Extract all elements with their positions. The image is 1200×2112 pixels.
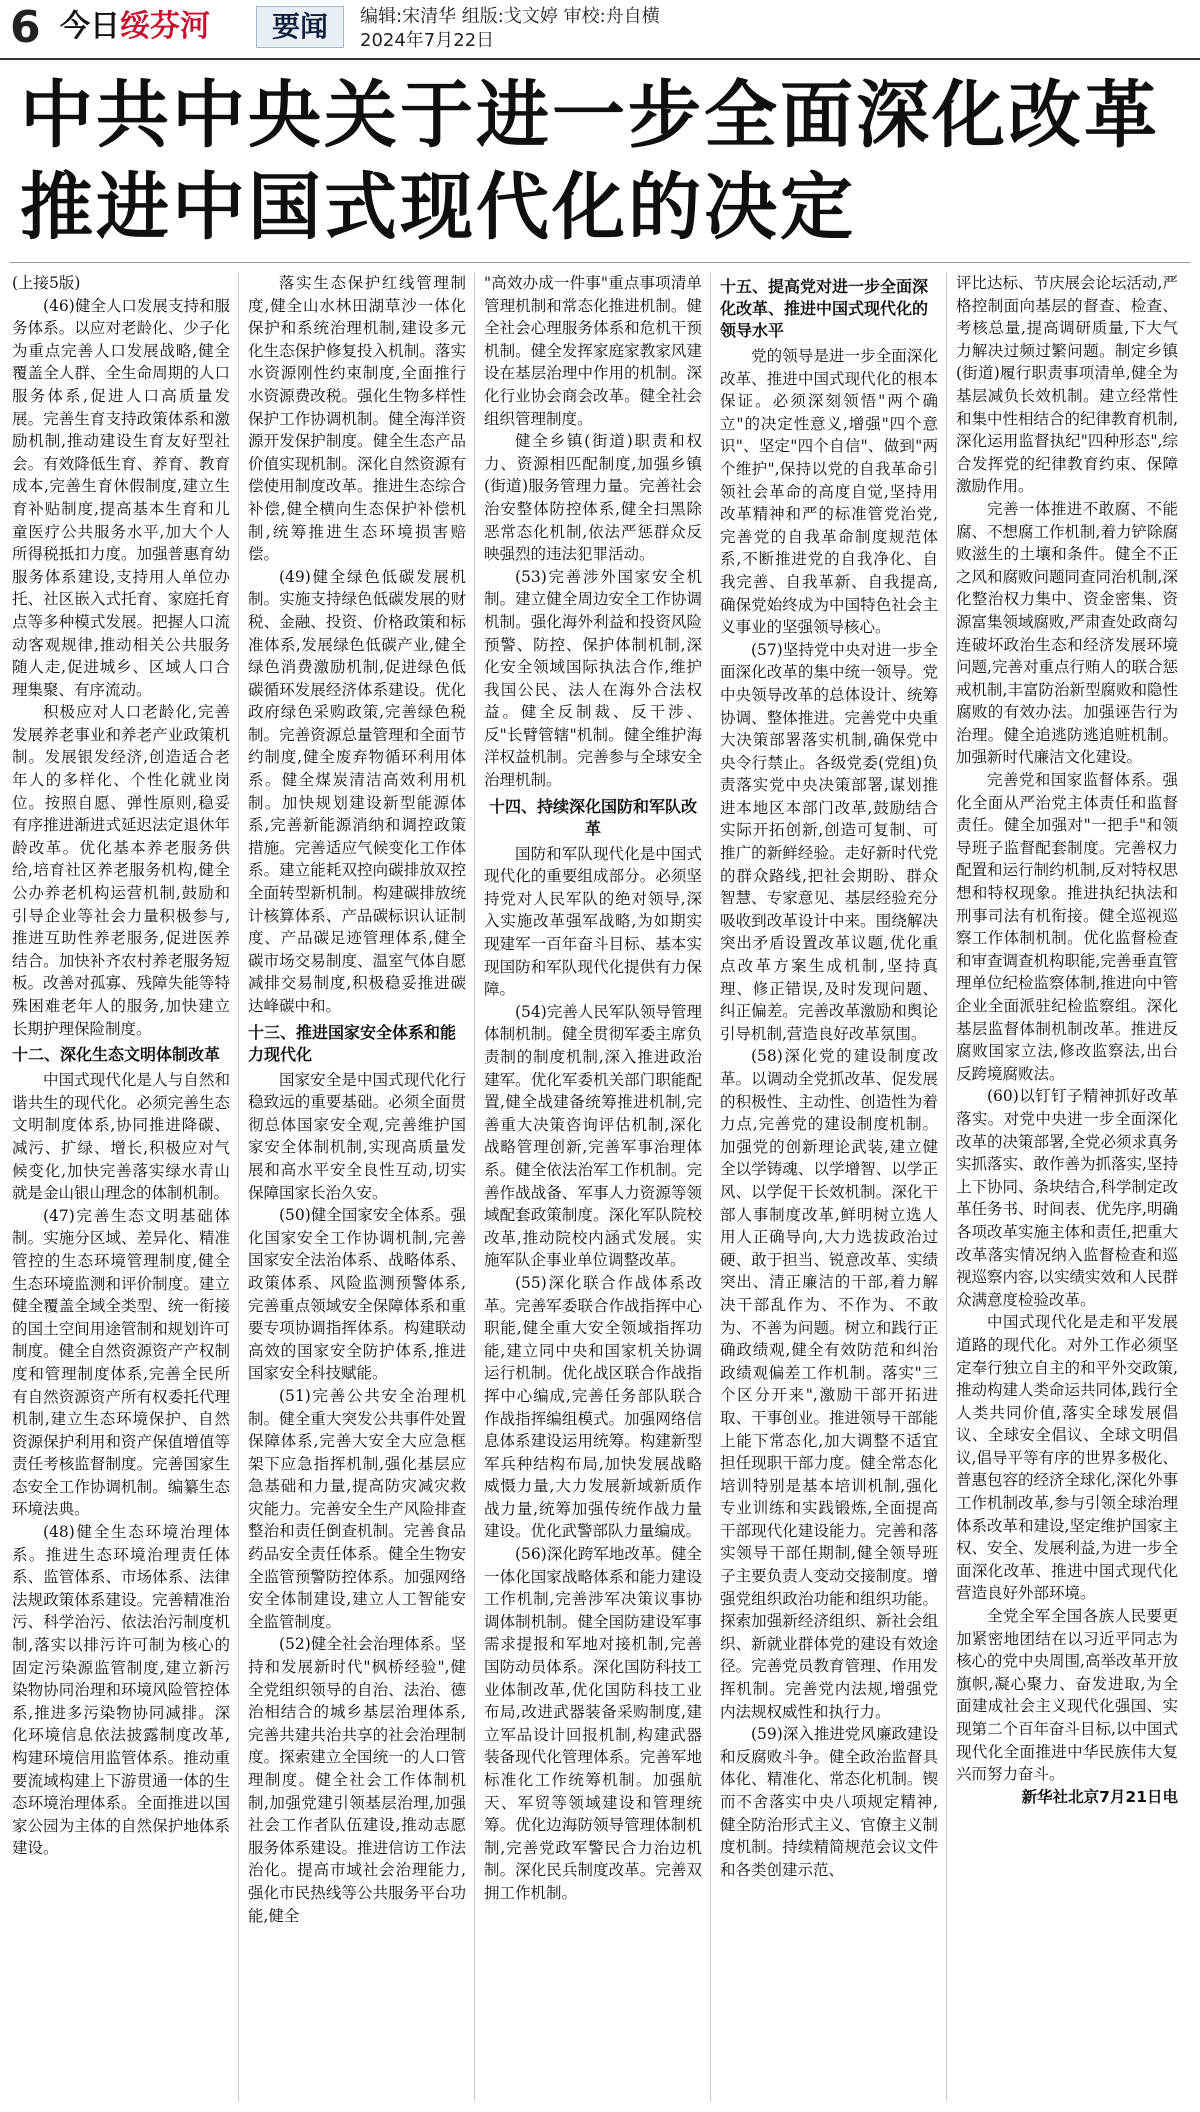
- article-paragraph: (53)完善涉外国家安全机制。建立健全周边安全工作协调机制。强化海外利益和投资风险预警、防控、保护体制机制,深化安全领域国际执法合作,维护我国公民、法人在海外合法权益。健全反制裁、反干涉、反"长臂管辖"机制。健全维护海洋权益机制。完善参与全球安全治理机制。: [484, 567, 702, 790]
- section-heading: 十三、推进国家安全体系和能力现代化: [248, 1022, 457, 1064]
- article-paragraph: (59)深入推进党风廉政建设和反腐败斗争。健全政治监督具体化、精准化、常态化机制。锲而不舍落实中央八项规定精神,健全防治形式主义、官僚主义制度机制。持续精简规范会议文件和各类创建示范、: [720, 1725, 938, 1879]
- article-paragraph: (60)以钉钉子精神抓好改革落实。对党中央进一步全面深化改革的决策部署,全党必须求真务实抓落实、敢作善为抓落实,坚持上下协同、条块结合,科学制定改革任务书、时间表、优先序,明确各项改革实施主体和责任,把重大改革落实情况纳入监督检查和巡视巡察内容,以实绩实效和人民群众满意度检验改革。: [956, 1087, 1178, 1309]
- article-paragraph: (50)健全国家安全体系。强化国家安全工作协调机制,完善国家安全法治体系、战略体系、政策体系、风险监测预警体系,完善重点领域安全保障体系和重要专项协调指挥体系。构建联动高效的国家安全防护体系,推进国家安全科技赋能。: [248, 1206, 466, 1383]
- article-paragraph: (52)健全社会治理体系。坚持和发展新时代"枫桥经验",健全党组织领导的自治、法治、德治相结合的城乡基层治理体系,完善共建共治共享的社会治理制度。探索建立全国统一的人口管理制度。健全社会工作体制机制,加强党建引领基层治理,加强社会工作者队伍建设,推动志愿服务体系建设。推进信访工作法治化。提高市域社会治理能力,强化市民热线等公共服务平台功能,健全: [248, 1635, 466, 1925]
- article-paragraph: 中国式现代化是走和平发展道路的现代化。对外工作必须坚定奉行独立自主的和平外交政策,推动构建人类命运共同体,践行全人类共同价值,落实全球发展倡议、全球安全倡议、全球文明倡议,倡导平等有序的世界多极化、普惠包容的经济全球化,深化外事工作机制改革,参与引领全球治理体系改革和建设,坚定维护国家主权、安全、发展利益,为进一步全面深化改革、推进中国式现代化营造良好外部环境。: [956, 1313, 1178, 1603]
- headline-line-2: 推进中国式现代化的决定: [20, 165, 856, 250]
- column-divider: [474, 272, 475, 2102]
- page-number: 6: [10, 2, 41, 53]
- article-paragraph: 健全乡镇(街道)职责和权力、资源相匹配制度,加强乡镇(街道)服务管理力量。完善社会治安整体防控体系,健全扫黑除恶常态化机制,依法严惩群众反映强烈的违法犯罪活动。: [484, 432, 702, 564]
- article-paragraph: 积极应对人口老龄化,完善发展养老事业和养老产业政策机制。发展银发经济,创造适合老年人的多样化、个性化就业岗位。按照自愿、弹性原则,稳妥有序推进渐进式延迟法定退休年龄改革。优化基本养老服务供给,培育社区养老服务机构,健全公办养老机构运营机制,鼓励和引导企业等社会力量积极参与,推进互助性养老服务,促进医养结合。加快补齐农村养老服务短板。改善对孤寡、残障失能等特殊困难老年人的服务,加快建立长期护理保险制度。: [12, 703, 230, 1038]
- article-paragraph: 评比达标、节庆展会论坛活动,严格控制面向基层的督查、检查、考核总量,提高调研质量,下大气力解决过频过繁问题。制定乡镇(街道)履行职责事项清单,健全为基层减负长效机制。建立经常性和集中性相结合的纪律教育机制,深化运用监督执纪"四种形态",综合发挥党的纪律教育约束、保障激励作用。: [956, 274, 1178, 496]
- section-heading: 十二、深化生态文明体制改革: [12, 1045, 221, 1065]
- section-label: 要闻: [256, 6, 344, 48]
- article-column-4: [720, 272, 938, 2102]
- masthead-name: 绥芬河: [120, 9, 210, 44]
- article-paragraph: "高效办成一件事"重点事项清单管理机制和常态化推进机制。健全社会心理服务体系和危机干预机制。健全发挥家庭家教家风建设在基层治理中作用的机制。深化行业协会商会改革。健全社会组织管理制度。: [484, 274, 702, 428]
- article-paragraph: (55)深化联合作战体系改革。完善军委联合作战指挥中心职能,健全重大安全领域指挥功能,建立同中央和国家机关协调运行机制。优化战区联合作战指挥中心编成,完善任务部队联合作战指挥编组模式。加强网络信息体系建设运用统筹。构建新型军兵种结构布局,加快发展战略威慑力量,大力发展新域新质作战力量,统筹加强传统作战力量建设。优化武警部队力量编成。: [484, 1273, 702, 1541]
- headline: [20, 70, 1185, 254]
- issue-date: 2024年7月22日: [360, 30, 495, 51]
- headline-divider: [10, 262, 1190, 263]
- article-column-3: [484, 272, 702, 2102]
- article-paragraph: (58)深化党的建设制度改革。以调动全党抓改革、促发展的积极性、主动性、创造性为着力点,完善党的建设制度机制。加强党的创新理论武装,建立健全以学铸魂、以学增智、以学正风、以学促干长效机制。深化干部人事制度改革,鲜明树立选人用人正确导向,大力选拔政治过硬、敢于担当、锐意改革、实绩突出、清正廉洁的干部,着力解决干部乱作为、不作为、不敢为、不善为问题。树立和践行正确政绩观,健全有效防范和纠治政绩观偏差工作机制。落实"三个区分开来",激励干部开拓进取、干事创业。推进领导干部能上能下常态化,加大调整不适宜担任现职干部力度。健全常态化培训特别是基本培训机制,强化专业训练和实践锻炼,全面提高干部现代化建设能力。完善和落实领导干部任期制,健全领导班子主要负责人变动交接制度。增强党组织政治功能和组织功能。探索加强新经济组织、新社会组织、新就业群体党的建设有效途径。完善党员教育管理、作用发挥机制。完善党内法规,增强党内法规权威性和执行力。: [720, 1047, 938, 1721]
- dateline-signoff: 新华社北京7月21日电: [1021, 1787, 1178, 1806]
- article-paragraph: (51)完善公共安全治理机制。健全重大突发公共事件处置保障体系,完善大安全大应急框架下应急指挥机制,强化基层应急基础和力量,提高防灾减灾救灾能力。完善安全生产风险排查整治和责任倒查机制。完善食品药品安全责任体系。健全生物安全监管预警防控体系。加强网络安全体制建设,建立人工智能安全监管制度。: [248, 1386, 466, 1631]
- article-paragraph: (56)深化跨军地改革。健全一体化国家战略体系和能力建设工作机制,完善涉军决策议事协调体制机制。健全国防建设军事需求提报和军地对接机制,完善国防动员体系。深化国防科技工业体制改革,优化国防科技工业布局,改进武器装备采购制度,建立军品设计回报机制,构建武器装备现代化管理体系。完善军地标准化工作统筹机制。加强航天、军贸等领域建设和管理统筹。优化边海防领导管理体制机制,完善党政军警民合力治边机制。深化民兵制度改革。完善双拥工作机制。: [484, 1545, 702, 1902]
- article-paragraph: (47)完善生态文明基础体制。实施分区域、差异化、精准管控的生态环境管理制度,健全生态环境监测和评价制度。建立健全覆盖全域全类型、统一衔接的国土空间用途管制和规划许可制度。健全自然资源资产产权制度和管理制度体系,完善全民所有自然资源资产所有权委托代理机制,建立生态环境保护、自然资源保护利用和资产保值增值等责任考核监督制度。完善国家生态安全工作协调机制。编纂生态环境法典。: [12, 1206, 230, 1519]
- article-paragraph: (49)健全绿色低碳发展机制。实施支持绿色低碳发展的财税、金融、投资、价格政策和标准体系,发展绿色低碳产业,健全绿色消费激励机制,促进绿色低碳循环发展经济体系建设。优化政府绿色采购政策,完善绿色税制。完善资源总量管理和全面节约制度,健全废弃物循环利用体系。健全煤炭清洁高效利用机制。加快规划建设新型能源体系,完善新能源消纳和调控政策措施。完善适应气候变化工作体系。建立能耗双控向碳排放双控全面转型新机制。构建碳排放统计核算体系、产品碳标识认证制度、产品碳足迹管理体系,健全碳市场交易制度、温室气体自愿减排交易制度,积极稳妥推进碳达峰碳中和。: [248, 567, 466, 1015]
- article-paragraph: (46)健全人口发展支持和服务体系。以应对老龄化、少子化为重点完善人口发展战略,健全覆盖全人群、全生命周期的人口服务体系,促进人口高质量发展。完善生育支持政策体系和激励机制,推动建设生育友好型社会。有效降低生育、养育、教育成本,完善生育休假制度,建立生育补贴制度,提高基本生育和儿童医疗公共服务水平,加大个人所得税抵扣力度。加强普惠育幼服务体系建设,支持用人单位办托、社区嵌入式托育、家庭托育点等多种模式发展。把握人口流动客观规律,推动相关公共服务随人走,促进城乡、区域人口合理集聚、有序流动。: [12, 296, 230, 699]
- headline-line-1: 中共中央关于进一步全面深化改革: [20, 73, 1160, 158]
- article-paragraph: 完善一体推进不敢腐、不能腐、不想腐工作机制,着力铲除腐败滋生的土壤和条件。健全不正之风和腐败问题同查同治机制,深化整治权力集中、资金密集、资源富集领域腐败,严肃查处政商勾连破坏政治生态和经济发展环境问题,完善对重点行贿人的联合惩戒机制,丰富防治新型腐败和隐性腐败的有效办法。加强诬告行为治理。健全追逃防逃追赃机制。加强新时代廉洁文化建设。: [956, 499, 1178, 767]
- article-paragraph: 落实生态保护红线管理制度,健全山水林田湖草沙一体化保护和系统治理机制,建设多元化生态保护修复投入机制。落实水资源刚性约束制度,全面推行水资源费改税。强化生物多样性保护工作协调机制。健全海洋资源开发保护制度。健全生态产品价值实现机制。深化自然资源有偿使用制度改革。推进生态综合补偿,健全横向生态保护补偿机制,统筹推进生态环境损害赔偿。: [248, 274, 466, 564]
- column-divider: [946, 272, 947, 2102]
- article-column-2: [248, 272, 466, 2102]
- article-paragraph: 国防和军队现代化是中国式现代化的重要组成部分。必须坚持党对人民军队的绝对领导,深入实施改革强军战略,为如期实现建军一百年奋斗目标、基本实现国防和军队现代化提供有力保障。: [484, 844, 702, 999]
- article-paragraph: 中国式现代化是人与自然和谐共生的现代化。必须完善生态文明制度体系,协同推进降碳、减污、扩绿、增长,积极应对气候变化,加快完善落实绿水青山就是金山银山理念的体制机制。: [12, 1071, 230, 1203]
- article-paragraph: 国家安全是中国式现代化行稳致远的重要基础。必须全面贯彻总体国家安全观,完善维护国家安全体制机制,实现高质量发展和高水平安全良性互动,切实保障国家长治久安。: [248, 1070, 466, 1202]
- article-paragraph: 党的领导是进一步全面深化改革、推进中国式现代化的根本保证。必须深刻领悟"两个确立"的决定性意义,增强"四个意识"、坚定"四个自信"、做到"两个维护",保持以党的自我革命引领社会革命的高度自觉,坚持用改革精神和严的标准管党治党,完善党的自我革命制度规范体系,不断推进党的自我净化、自我完善、自我革新、自我提高,确保党始终成为中国特色社会主义事业的坚强领导核心。: [720, 347, 938, 637]
- article-paragraph: (48)健全生态环境治理体系。推进生态环境治理责任体系、监管体系、市场体系、法律法规政策体系建设。完善精准治污、科学治污、依法治污制度机制,落实以排污许可制为核心的固定污染源监管制度,建立新污染物协同治理和环境风险管控体系,推进多污染物协同减排。深化环境信息依法披露制度改革,构建环境信用监管体系。推动重要流域构建上下游贯通一体的生态环境治理体系。全面推进以国家公园为主体的自然保护地体系建设。: [12, 1523, 230, 1858]
- section-heading: 十五、提高党对进一步全面深化改革、推进中国式现代化的领导水平: [720, 277, 929, 340]
- editor-credits: 编辑:宋清华 组版:戈文婷 审校:舟自横: [360, 6, 660, 27]
- article-column-5: [956, 272, 1178, 2102]
- article-paragraph: (上接5版): [12, 274, 81, 292]
- article-paragraph: (54)完善人民军队领导管理体制机制。健全贯彻军委主席负责制的制度机制,深入推进政治建军。优化军委机关部门职能配置,健全战建备统筹推进机制,完善重大决策咨询评估机制,深化战略管理创新,完善军事治理体系。健全依法治军工作机制。完善作战战备、军事人力资源等领域配套政策制度。深化军队院校改革,推动院校内涵式发展。实施军队企事业单位调整改革。: [484, 1002, 702, 1270]
- article-paragraph: (57)坚持党中央对进一步全面深化改革的集中统一领导。党中央领导改革的总体设计、统筹协调、整体推进。完善党中央重大决策部署落实机制,确保党中央令行禁止。各级党委(党组)负责落实党中央决策部署,谋划推进本地区本部门改革,鼓励结合实际开拓创新,创造可复制、可推广的新鲜经验。走好新时代党的群众路线,把社会期盼、群众智慧、专家意见、基层经验充分吸收到改革设计中来。围绕解决突出矛盾设置改革议题,优化重点改革方案生成机制,坚持真理、修正错误,及时发现问题、纠正偏差。完善改革激励和舆论引导机制,营造良好改革氛围。: [720, 640, 938, 1043]
- masthead: [60, 10, 210, 44]
- article-column-1: [12, 272, 230, 2102]
- column-divider: [238, 272, 239, 2102]
- section-heading: 十四、持续深化国防和军队改革: [488, 796, 697, 838]
- page-header: [0, 0, 1200, 60]
- masthead-prefix: 今日: [60, 9, 120, 44]
- article-paragraph: 完善党和国家监督体系。强化全面从严治党主体责任和监督责任。健全加强对"一把手"和领导班子监督配套制度。完善权力配置和运行制约机制,反对特权思想和特权现象。推进执纪执法和刑事司法有机衔接。健全巡视巡察工作体制机制。优化监督检查和审查调查机构职能,完善垂直管理单位纪检监察体制,推进向中管企业全面派驻纪检监察组。深化基层监督体制机制改革。推进反腐败国家立法,修改监察法,出台反跨境腐败法。: [956, 771, 1178, 1083]
- article-paragraph: 全党全军全国各族人民要更加紧密地团结在以习近平同志为核心的党中央周围,高举改革开放旗帜,凝心聚力、奋发进取,为全面建成社会主义现代化强国、实现第二个百年奋斗目标,以中国式现代化全面推进中华民族伟大复兴而努力奋斗。: [956, 1607, 1178, 1784]
- column-divider: [710, 272, 711, 2102]
